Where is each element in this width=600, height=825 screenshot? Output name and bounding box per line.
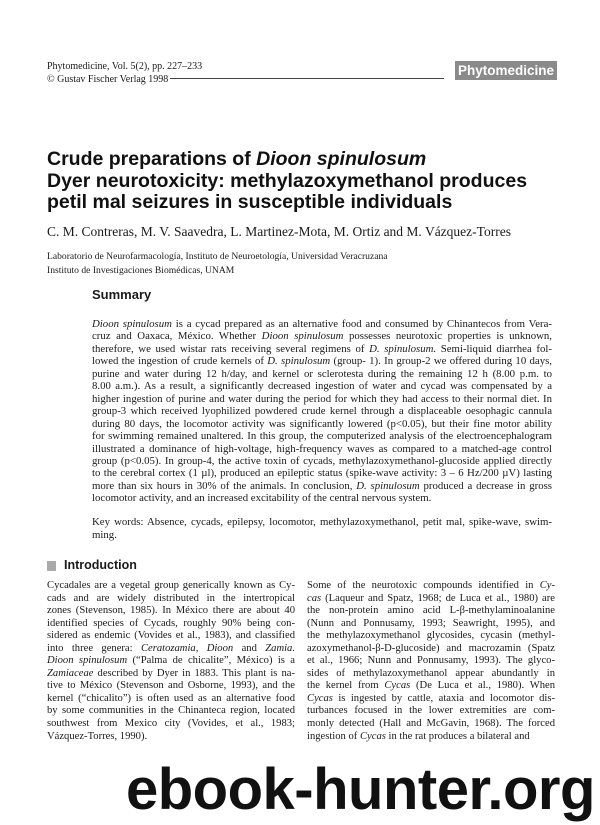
copyright-line: © Gustav Fischer Verlag 1998: [47, 74, 169, 85]
text-segment: the methylazoxymethanol glycosides, cycasin (methyl-: [307, 630, 555, 642]
text-segment: Some of the neurotoxic compounds identified in: [307, 580, 540, 591]
text-line: [47, 705, 295, 718]
text-segment: tive to México (Stevenson and Osborne, 1993), and the: [47, 680, 295, 692]
text-segment: sidered as endemic (Vovides et al., 1983), and classified: [47, 630, 295, 642]
intro-column-left: [47, 580, 295, 743]
text-segment: (group- 1). In group-2 we offered during 10 days,: [330, 355, 552, 368]
affiliation: Laboratorio de Neurofarmacología, Instituto de Neuroetología, Universidad Veracruzana: [47, 251, 388, 262]
text-segment: during 80 days, the locomotor activity was significantly lowered (p<0.05), but their fine motor ability: [92, 417, 552, 430]
italic-term: Cycas: [307, 692, 333, 704]
text-segment: by some communities in the Chinanteca region, located: [47, 705, 295, 717]
text-segment: therefore, we used wistar rats receiving several regimens of: [92, 342, 370, 355]
text-segment: into three genera:: [47, 642, 141, 654]
summary-body: [92, 318, 552, 505]
text-segment: produced a decrease in gross: [419, 479, 553, 492]
text-segment: ming.: [92, 528, 117, 541]
text-segment: purine and water during 12 h/day, and kernel or sclerotesta during the remaining 12 h (8.00 p.m. to: [92, 367, 552, 380]
text-segment: higher ingestion of purine and water during the period for which they had access to their normal diet. In: [92, 392, 552, 405]
italic-term: Ceratozamia, Dioon: [140, 642, 234, 654]
authors: C. M. Contreras, M. V. Saavedra, L. Martinez-Mota, M. Ortiz and M. Vázquez-Torres: [47, 224, 511, 239]
watermark: ebook-hunter.org: [126, 757, 595, 822]
journal-line: Phytomedicine, Vol. 5(2), pp. 227–233: [47, 61, 203, 72]
text-line: [47, 668, 295, 681]
text-line: [307, 630, 555, 643]
text-segment: Semi-liquid diarrhea fol-: [436, 342, 552, 355]
text-line: [92, 418, 552, 430]
text-line: [307, 731, 555, 744]
italic-term: Cycas: [384, 680, 411, 692]
text-line: [307, 668, 555, 681]
text-line: [92, 405, 552, 417]
title-species: Dioon spinulosum: [256, 148, 427, 170]
text-line: [307, 655, 555, 668]
italic-term: D. spinulosum.: [369, 342, 437, 355]
italic-term: Cycas: [359, 730, 386, 742]
summary-heading: Summary: [92, 287, 152, 302]
text-segment: and: [233, 642, 266, 654]
text-segment: (Laqueur and Spatz, 1968; de Luca et al., 1980) are: [321, 592, 555, 604]
text-segment: (“Palma de chicalite”, México) is a: [127, 655, 296, 667]
keywords: [92, 516, 552, 541]
affiliation: Instituto de Investigaciones Biomédicas, UNAM: [47, 265, 235, 276]
text-line: [47, 718, 295, 731]
text-segment: lowed the ingestion of crude kernels of: [92, 355, 268, 368]
text-segment: azoxymethanol-β-D-glucoside) and macrozamin (Spatz: [307, 642, 555, 654]
section-marker-icon: [47, 561, 56, 571]
text-line: [92, 480, 552, 492]
italic-term: D. spinulosum: [356, 479, 420, 492]
title-line-1a: Crude preparations of: [47, 148, 257, 170]
text-segment: Vázquez-Torres, 1990).: [47, 730, 148, 742]
text-segment: cads and are widely distributed in the intertropical: [47, 592, 295, 604]
text-segment: Cycadales are a vegetal group generically known as Cy-: [47, 580, 295, 591]
text-line: [307, 593, 555, 606]
text-line: [92, 467, 552, 479]
text-segment: locomotor activity, and an increased excitability of the central nervous system.: [92, 492, 432, 505]
intro-column-right: [307, 580, 555, 743]
text-segment: 8.00 a.m.). As a result, a significantly decreased ingestion of water and cycad was compensated by a: [92, 380, 552, 393]
italic-term: D. spinulosum: [267, 355, 331, 368]
text-segment: to the cerebral cortex (1 µl), produced an epileptic status (spike-wave activity: 3 – 6 Hz/200 µV) lasting: [92, 467, 552, 480]
text-segment: cruz and Oaxaca, México. Whether: [92, 330, 262, 343]
text-segment: the kernel from: [307, 680, 385, 692]
italic-term: Dioon spinulosum: [47, 655, 128, 667]
text-segment: is ingested by cattle, ataxia and locomotor dis-: [332, 692, 555, 704]
text-segment: possesses neurotoxic properties is unknown,: [343, 330, 552, 343]
italic-term: cas: [307, 592, 322, 604]
text-line: [92, 380, 552, 392]
text-line: [307, 605, 555, 618]
text-line: [92, 529, 552, 542]
italic-term: Cy-: [539, 580, 555, 591]
text-line: [47, 580, 295, 593]
text-line: [92, 343, 552, 355]
affiliations: [47, 250, 388, 278]
italic-term: Dioon spinulosum: [92, 318, 172, 330]
text-segment: is a cycad prepared as an alternative food and consumed by Chinantecos from Vera-: [171, 318, 552, 330]
italic-term: Zamiaceae: [47, 667, 94, 679]
text-line: [92, 443, 552, 455]
text-line: [92, 492, 552, 504]
text-segment: (Nunn and Ponnusamy, 1993; Seawright, 1995), and: [307, 617, 555, 629]
journal-citation: [47, 60, 202, 86]
text-segment: sides of methylazoxymethanol appear abundantly in: [307, 667, 555, 679]
text-line: [47, 630, 295, 643]
text-segment: turbances focused in the lower extremities are com-: [307, 705, 555, 717]
italic-term: Zamia.: [265, 642, 295, 654]
journal-badge: Phytomedicine: [455, 61, 557, 80]
text-segment: group (p<0.05). In group-4, the active toxin of cycads, methylazoxymethanol-glucoside applied directly: [92, 454, 552, 467]
introduction-heading: Introduction: [64, 558, 137, 572]
text-segment: the non-protein amino acid L-β-methylaminoalanine: [307, 605, 555, 617]
text-segment: Key words: Absence, cycads, epilepsy, locomotor, methylazoxymethanol, petit mal, spike-wave, swim-: [92, 516, 552, 528]
text-segment: described by Dyer in 1883. This plant is na-: [93, 667, 295, 679]
text-segment: monly detected (Hall and McGavin, 1968). The forced: [307, 718, 555, 730]
text-line: [47, 593, 295, 606]
text-segment: kernel (“chicalito”) is often used as an alternative food: [47, 692, 295, 704]
italic-term: Dioon spinulosum: [261, 330, 344, 343]
text-segment: zones (Stevenson, 1985). In México there are about 40: [47, 605, 295, 617]
text-line: [307, 680, 555, 693]
text-segment: group-3 which received lyophilized powdered crude kernel through a displaceable oesophagic cannula: [92, 405, 552, 418]
text-line: [307, 580, 555, 593]
text-segment: for swimming remained unaltered. In this group, the computerized analysis of the electroencephalogram: [92, 430, 552, 443]
text-line: [92, 318, 552, 330]
text-line: [92, 330, 552, 342]
text-line: [92, 355, 552, 367]
text-segment: et al., 1966; Nunn and Ponnusamy, 1993). The glyco-: [307, 655, 555, 667]
text-line: [47, 680, 295, 693]
text-segment: more than six hours in 30% of the animals. In conclusion,: [92, 479, 357, 492]
text-line: [47, 655, 295, 668]
text-line: [92, 455, 552, 467]
header-rule: [170, 78, 444, 79]
text-segment: southwest from Mexico city (Vovides, et al., 1983;: [47, 718, 295, 730]
text-line: [307, 643, 555, 656]
text-segment: identified species of Cycads, roughly 90% being con-: [47, 617, 295, 629]
text-line: [92, 393, 552, 405]
text-line: [307, 705, 555, 718]
title-line-3: petil mal seizures in susceptible individuals: [47, 191, 453, 213]
text-line: [47, 618, 295, 631]
text-line: [47, 731, 295, 744]
title-line-2: Dyer neurotoxicity: methylazoxymethanol produces: [47, 169, 528, 192]
text-segment: ingestion of: [307, 730, 360, 742]
text-line: [307, 618, 555, 631]
text-line: [307, 718, 555, 731]
text-line: [92, 368, 552, 380]
paper-title: [47, 149, 527, 214]
text-line: [47, 693, 295, 706]
text-segment: (De Luca et al., 1980). When: [410, 680, 556, 692]
text-line: [92, 516, 552, 529]
text-segment: illustrated a dominance of high-voltage, high-frequency waves as compared to a matched-age control: [92, 442, 552, 455]
text-line: [47, 643, 295, 656]
text-segment: in the rat produces a bilateral and: [385, 730, 530, 742]
text-line: [307, 693, 555, 706]
text-line: [47, 605, 295, 618]
text-line: [92, 430, 552, 442]
